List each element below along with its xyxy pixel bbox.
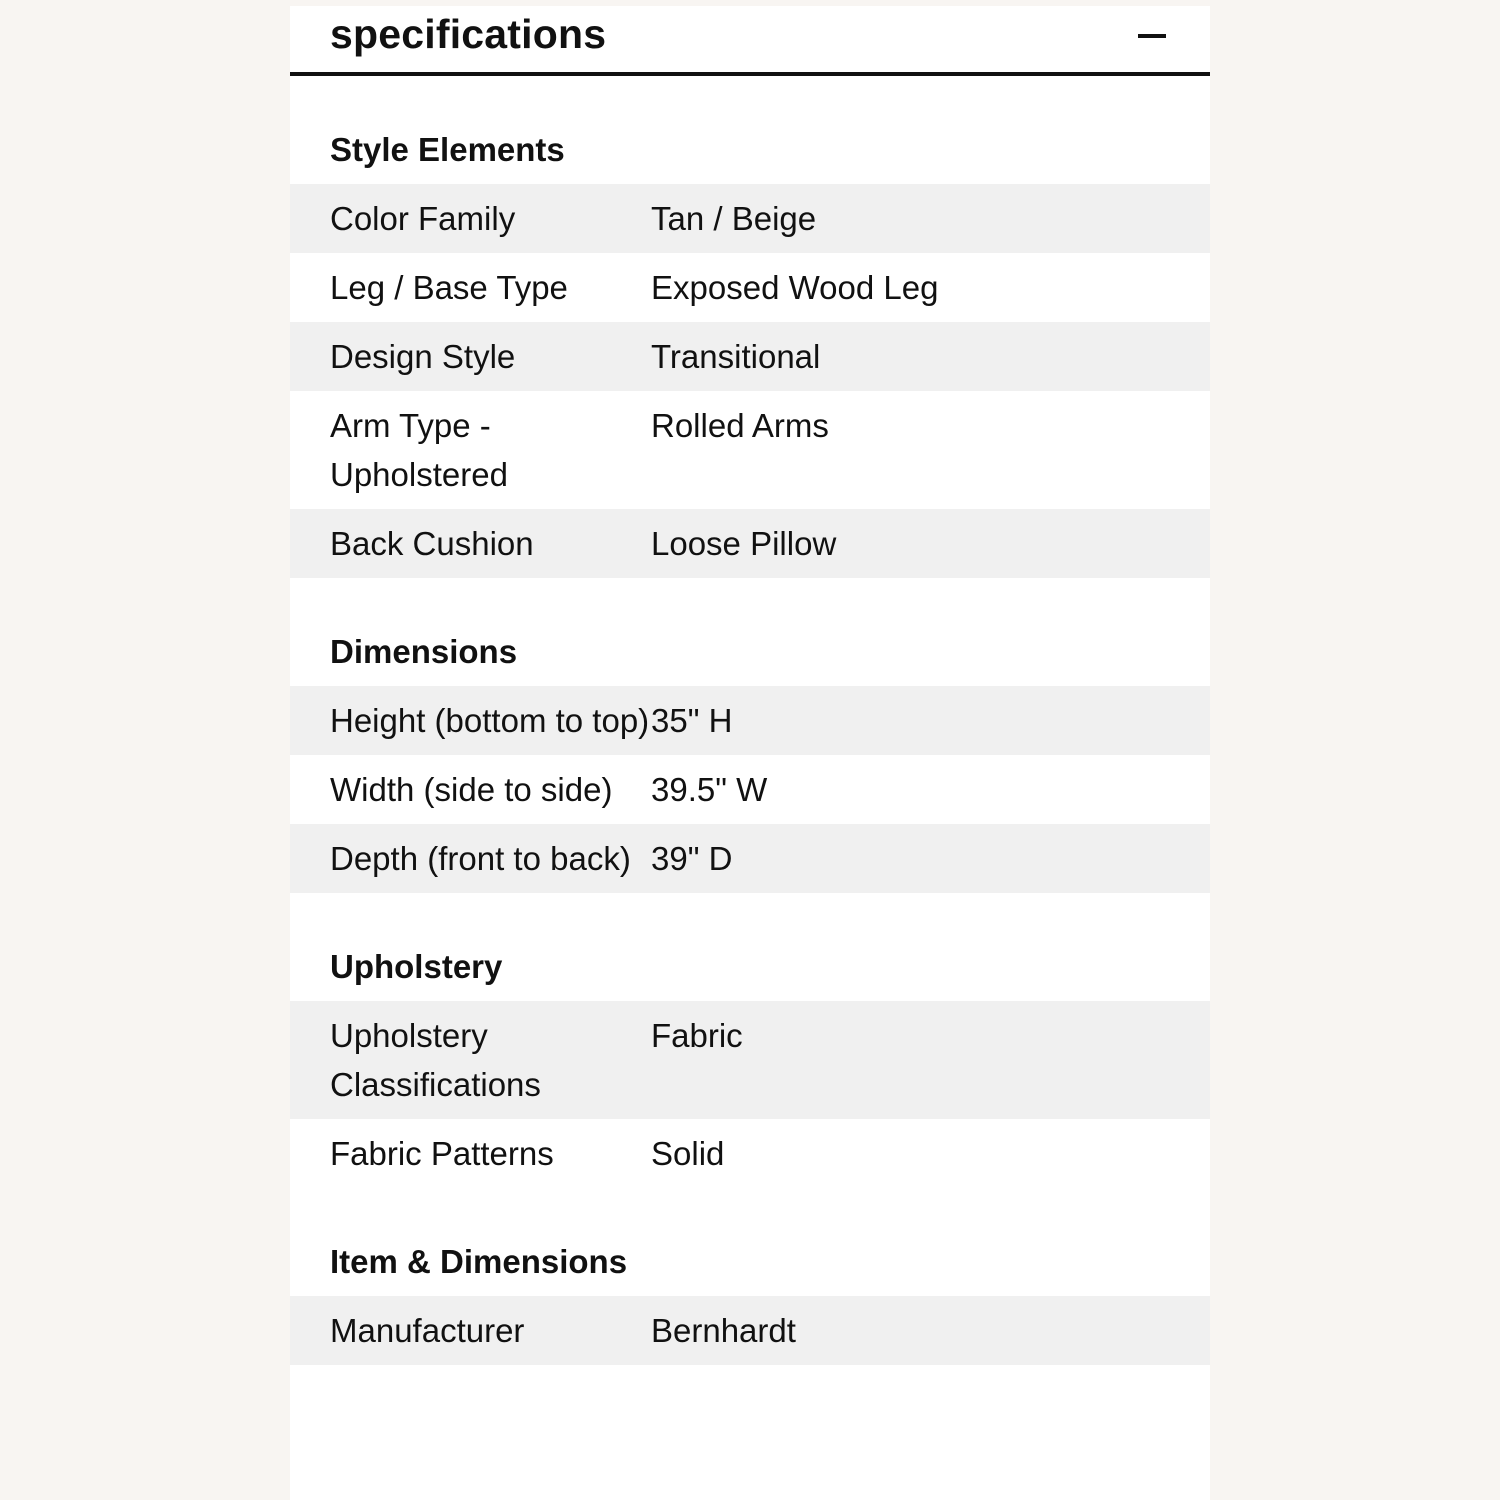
- specifications-panel: [290, 6, 1210, 1500]
- spec-label: Manufacturer: [330, 1312, 525, 1349]
- section-title-item-dimensions: Item & Dimensions: [330, 1243, 628, 1280]
- spec-row: [290, 253, 1210, 322]
- spec-value: Solid: [651, 1135, 725, 1172]
- spec-value: 35" H: [651, 702, 733, 739]
- spec-value: Exposed Wood Leg: [651, 269, 939, 306]
- minus-icon: [1138, 34, 1166, 38]
- spec-row: [290, 184, 1210, 253]
- spec-label: Leg / Base Type: [330, 269, 568, 306]
- collapse-button[interactable]: [1128, 18, 1172, 54]
- spec-value: 39.5" W: [651, 771, 768, 808]
- spec-label: Width (side to side): [330, 771, 613, 808]
- spec-label: Arm Type - Upholstered: [330, 407, 508, 493]
- section-title-style-elements: Style Elements: [330, 131, 565, 168]
- spec-row: [290, 824, 1210, 893]
- spec-value: Loose Pillow: [651, 525, 837, 562]
- spec-label: Depth (front to back): [330, 840, 631, 877]
- spec-label: Design Style: [330, 338, 516, 375]
- spec-row: [290, 1119, 1210, 1188]
- spec-row: [290, 686, 1210, 755]
- spec-row: [290, 1001, 1210, 1119]
- spec-row: [290, 1296, 1210, 1365]
- section-title-dimensions: Dimensions: [330, 633, 518, 670]
- spec-row: [290, 509, 1210, 578]
- spec-label: Height (bottom to top): [330, 702, 650, 739]
- spec-row: [290, 391, 1210, 509]
- spec-row: [290, 755, 1210, 824]
- spec-value: Transitional: [651, 338, 821, 375]
- spec-value: 39" D: [651, 840, 733, 877]
- section-title-upholstery: Upholstery: [330, 948, 503, 985]
- spec-label: Upholstery Classifications: [330, 1017, 541, 1103]
- specifications-title: specifications: [330, 11, 607, 57]
- spec-label: Color Family: [330, 200, 516, 237]
- spec-value: Fabric: [651, 1017, 743, 1054]
- specifications-header[interactable]: [290, 6, 1210, 76]
- spec-label: Fabric Patterns: [330, 1135, 554, 1172]
- spec-value: Rolled Arms: [651, 407, 829, 444]
- spec-label: Back Cushion: [330, 525, 534, 562]
- spec-value: Tan / Beige: [651, 200, 817, 237]
- spec-value: Bernhardt: [651, 1312, 796, 1349]
- spec-row: [290, 322, 1210, 391]
